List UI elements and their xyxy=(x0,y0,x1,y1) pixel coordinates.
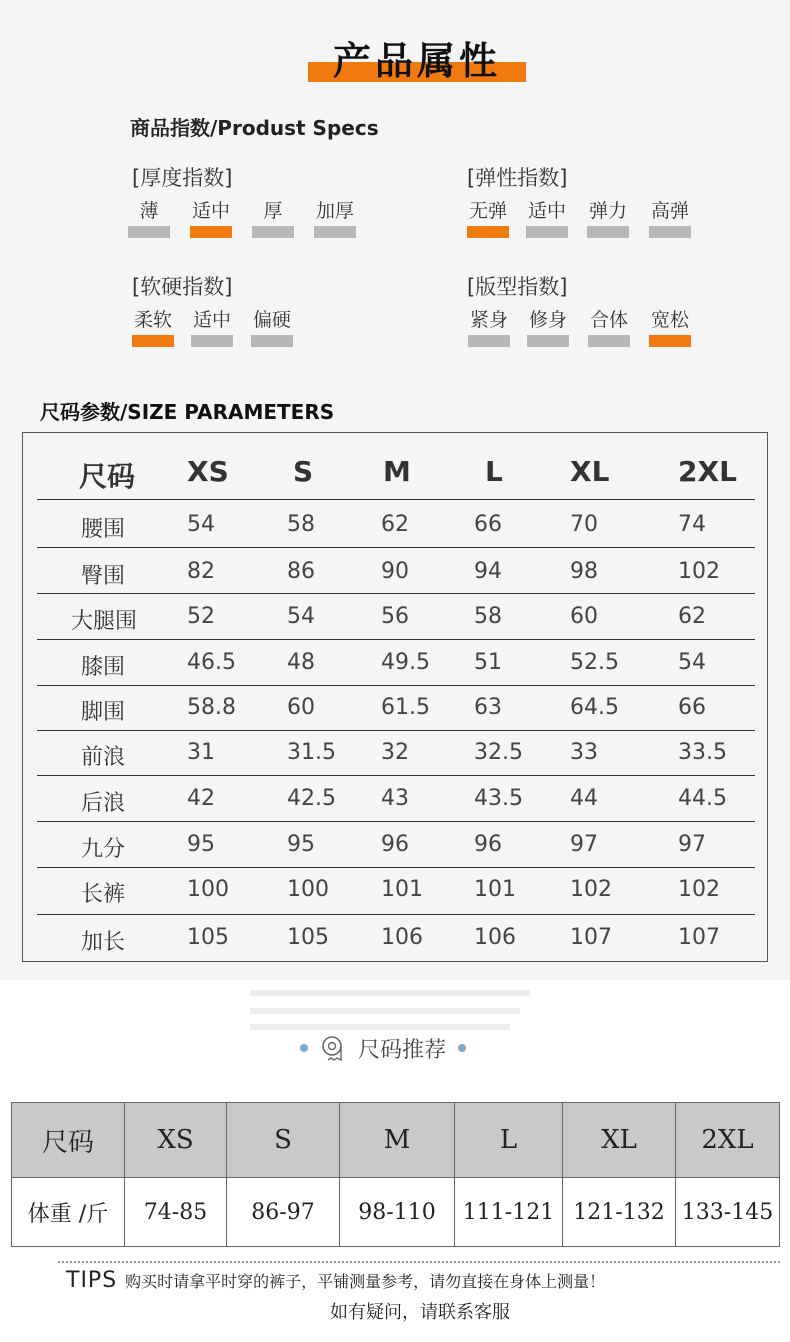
spec-indicator xyxy=(649,226,691,238)
size-recommend-heading xyxy=(300,1030,466,1066)
size-header-cell: 尺码 xyxy=(79,460,136,493)
size-cell: 105 xyxy=(287,925,329,950)
rec-header-cell: 尺码 xyxy=(12,1103,125,1178)
page-title: 产品属性 xyxy=(332,39,501,83)
spec-option-label: 高弹 xyxy=(650,200,689,222)
size-header-cell: 2XL xyxy=(678,455,737,488)
size-row-label: 加长 xyxy=(81,930,126,955)
size-cell: 106 xyxy=(474,925,516,950)
size-cell: 100 xyxy=(187,877,229,902)
rec-header-cell: XL xyxy=(563,1103,676,1178)
row-divider xyxy=(37,821,755,822)
rec-cell: 98-110 xyxy=(340,1178,455,1247)
size-cell: 33 xyxy=(570,740,598,765)
size-cell: 102 xyxy=(678,877,720,902)
row-divider xyxy=(37,685,755,686)
size-cell: 44.5 xyxy=(678,786,727,811)
spec-option-label: 加厚 xyxy=(315,200,354,222)
recommend-header-row xyxy=(12,1103,780,1178)
size-cell: 31 xyxy=(187,740,215,765)
contact-note: 如有疑问，请联系客服 xyxy=(330,1302,510,1323)
size-cell: 66 xyxy=(474,512,502,537)
size-cell: 101 xyxy=(381,877,423,902)
spec-option-label: 弹力 xyxy=(588,200,627,222)
size-header-cell: L xyxy=(485,455,503,488)
rec-header-cell: M xyxy=(340,1103,455,1178)
size-row-label: 膝围 xyxy=(81,655,126,680)
size-cell: 105 xyxy=(187,925,229,950)
size-cell: 42 xyxy=(187,786,215,811)
size-cell: 97 xyxy=(570,832,598,857)
row-divider xyxy=(37,639,755,640)
size-row-label: 九分 xyxy=(81,837,126,862)
size-row-label: 腰围 xyxy=(81,517,126,542)
size-cell: 95 xyxy=(287,832,315,857)
spec-option-label: 无弹 xyxy=(468,200,507,222)
size-cell: 100 xyxy=(287,877,329,902)
spec-indicator-selected xyxy=(190,226,232,238)
size-cell: 102 xyxy=(570,877,612,902)
size-cell: 97 xyxy=(678,832,706,857)
spec-indicator xyxy=(252,226,294,238)
spec-indicator-selected xyxy=(132,335,174,347)
row-divider xyxy=(37,775,755,776)
size-cell: 94 xyxy=(474,559,502,584)
size-cell: 33.5 xyxy=(678,740,727,765)
size-cell: 101 xyxy=(474,877,516,902)
faded-text-line xyxy=(250,990,530,996)
size-cell: 43.5 xyxy=(474,786,523,811)
size-cell: 96 xyxy=(474,832,502,857)
size-row-label: 后浪 xyxy=(81,791,126,816)
spec-option-label: 偏硬 xyxy=(252,309,291,331)
rec-header-cell: L xyxy=(455,1103,563,1178)
size-cell: 86 xyxy=(287,559,315,584)
spec-indicator xyxy=(588,335,630,347)
size-cell: 43 xyxy=(381,786,409,811)
spec-option-label: 柔软 xyxy=(133,309,172,331)
spec-group-title: [弹性指数] xyxy=(467,166,568,190)
size-header-cell: XL xyxy=(570,455,610,488)
spec-indicator xyxy=(251,335,293,347)
rec-cell: 111-121 xyxy=(455,1178,563,1247)
size-row-label: 大腿围 xyxy=(71,609,138,634)
recommend-label: 尺码推荐 xyxy=(358,1037,447,1063)
size-cell: 96 xyxy=(381,832,409,857)
size-cell: 54 xyxy=(678,650,706,675)
row-divider xyxy=(37,499,755,500)
size-cell: 62 xyxy=(678,604,706,629)
size-cell: 70 xyxy=(570,512,598,537)
spec-indicator xyxy=(128,226,170,238)
size-cell: 58 xyxy=(287,512,315,537)
spec-indicator xyxy=(526,226,568,238)
rec-header-cell: S xyxy=(227,1103,340,1178)
spec-option-label: 紧身 xyxy=(469,309,508,331)
size-row-label: 脚围 xyxy=(81,700,126,725)
size-cell: 31.5 xyxy=(287,740,336,765)
size-title: 尺码参数/SIZE PARAMETERS xyxy=(40,400,335,424)
size-cell: 61.5 xyxy=(381,695,430,720)
rec-row-label: 体重 /斤 xyxy=(12,1178,125,1247)
size-row-label: 臀围 xyxy=(81,564,126,589)
dot-icon xyxy=(300,1044,308,1052)
size-cell: 51 xyxy=(474,650,502,675)
size-cell: 74 xyxy=(678,512,706,537)
size-cell: 46.5 xyxy=(187,650,236,675)
size-cell: 66 xyxy=(678,695,706,720)
spec-indicator xyxy=(587,226,629,238)
size-row-label: 长裤 xyxy=(81,882,126,907)
spec-indicator xyxy=(191,335,233,347)
size-row-label: 前浪 xyxy=(81,745,126,770)
spec-option-label: 厚 xyxy=(263,200,283,222)
rec-header-cell: XS xyxy=(125,1103,227,1178)
spec-group-title: [软硬指数] xyxy=(132,275,233,299)
size-cell: 52 xyxy=(187,604,215,629)
spec-indicator-selected xyxy=(649,335,691,347)
size-cell: 52.5 xyxy=(570,650,619,675)
size-header-cell: XS xyxy=(187,455,229,488)
size-header-cell: S xyxy=(293,455,314,488)
size-cell: 32.5 xyxy=(474,740,523,765)
size-table xyxy=(22,432,768,962)
rec-header-cell: 2XL xyxy=(676,1103,780,1178)
recommend-table xyxy=(11,1102,780,1247)
row-divider xyxy=(37,547,755,548)
dotted-divider xyxy=(58,1261,780,1263)
spec-option-label: 薄 xyxy=(139,200,159,222)
size-cell: 62 xyxy=(381,512,409,537)
size-cell: 106 xyxy=(381,925,423,950)
spec-indicator xyxy=(527,335,569,347)
size-header-cell: M xyxy=(383,455,411,488)
size-cell: 98 xyxy=(570,559,598,584)
size-cell: 107 xyxy=(570,925,612,950)
spec-indicator xyxy=(314,226,356,238)
tips-line xyxy=(66,1268,605,1293)
size-cell: 102 xyxy=(678,559,720,584)
faded-text-line xyxy=(250,1008,520,1014)
spec-indicator xyxy=(468,335,510,347)
rec-cell: 74-85 xyxy=(125,1178,227,1247)
size-cell: 60 xyxy=(287,695,315,720)
row-divider xyxy=(37,914,755,915)
rec-cell: 86-97 xyxy=(227,1178,340,1247)
size-cell: 42.5 xyxy=(287,786,336,811)
size-cell: 32 xyxy=(381,740,409,765)
spec-option-label: 适中 xyxy=(192,309,231,331)
spec-option-label: 合体 xyxy=(589,309,628,331)
size-cell: 58 xyxy=(474,604,502,629)
size-cell: 54 xyxy=(287,604,315,629)
size-cell: 56 xyxy=(381,604,409,629)
spec-indicator-selected xyxy=(467,226,509,238)
size-cell: 44 xyxy=(570,786,598,811)
size-cell: 49.5 xyxy=(381,650,430,675)
size-cell: 64.5 xyxy=(570,695,619,720)
tissue-roll-icon xyxy=(320,1033,350,1063)
size-cell: 95 xyxy=(187,832,215,857)
size-cell: 60 xyxy=(570,604,598,629)
tips-label: TIPS xyxy=(66,1268,118,1293)
tips-text: 购买时请拿平时穿的裤子，平铺测量参考，请勿直接在身体上测量！ xyxy=(125,1272,606,1291)
rec-cell: 133-145 xyxy=(676,1178,780,1247)
spec-option-label: 适中 xyxy=(527,200,566,222)
row-divider xyxy=(37,867,755,868)
size-cell: 63 xyxy=(474,695,502,720)
specs-title: 商品指数/Produst Specs xyxy=(130,116,379,140)
row-divider xyxy=(37,730,755,731)
size-cell: 48 xyxy=(287,650,315,675)
spec-group-title: [厚度指数] xyxy=(132,166,233,190)
spec-option-label: 适中 xyxy=(191,200,230,222)
spec-option-label: 宽松 xyxy=(650,309,689,331)
spec-option-label: 修身 xyxy=(528,309,567,331)
dot-icon xyxy=(458,1044,466,1052)
size-cell: 107 xyxy=(678,925,720,950)
size-cell: 90 xyxy=(381,559,409,584)
size-cell: 54 xyxy=(187,512,215,537)
recommend-weight-row xyxy=(12,1178,780,1247)
row-divider xyxy=(37,593,755,594)
size-cell: 82 xyxy=(187,559,215,584)
spec-group-title: [版型指数] xyxy=(467,275,568,299)
rec-cell: 121-132 xyxy=(563,1178,676,1247)
size-cell: 58.8 xyxy=(187,695,236,720)
